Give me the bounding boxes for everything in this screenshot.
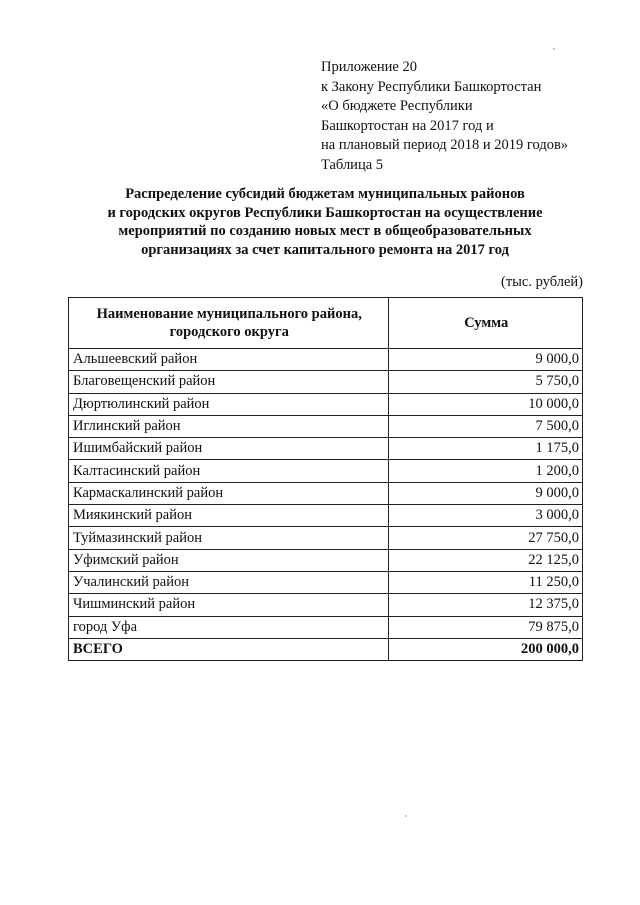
municipality-name: Кармаскалинский район <box>69 482 389 504</box>
municipality-name: Иглинский район <box>69 415 389 437</box>
table-row <box>69 393 583 415</box>
title-line-1: Распределение субсидий бюджетам муниципальных районов <box>125 186 525 202</box>
total-sum: 200 000,0 <box>389 638 583 660</box>
total-row <box>69 638 583 660</box>
title-line-2: и городских округов Республики Башкортостан на осуществление <box>107 204 543 221</box>
table-row <box>69 438 583 460</box>
header-sum: Сумма <box>389 298 583 349</box>
subsidy-table <box>68 297 583 661</box>
subsidy-sum: 10 000,0 <box>389 393 583 415</box>
table-row <box>69 349 583 371</box>
table-row <box>69 505 583 527</box>
header-municipality-line-2: городского округа <box>169 324 289 340</box>
table-row <box>69 527 583 549</box>
municipality-name: город Уфа <box>69 616 389 638</box>
table-header-row <box>69 298 583 349</box>
subsidy-sum: 22 125,0 <box>389 549 583 571</box>
municipality-name: Дюртюлинский район <box>69 393 389 415</box>
table-row <box>69 482 583 504</box>
subsidy-sum: 9 000,0 <box>389 349 583 371</box>
municipality-name: Миякинский район <box>69 505 389 527</box>
appendix-law-title-2: Башкортостан на 2017 год и <box>321 117 494 134</box>
table-number: Таблица 5 <box>321 156 384 173</box>
subsidy-sum: 1 200,0 <box>389 460 583 482</box>
municipality-name: Калтасинский район <box>69 460 389 482</box>
header-municipality-line-1: Наименование муниципального района, <box>96 306 362 322</box>
subsidy-sum: 1 175,0 <box>389 438 583 460</box>
document-title <box>60 185 590 259</box>
total-label: ВСЕГО <box>69 638 389 660</box>
appendix-law-title-3: на плановый период 2018 и 2019 годов» <box>321 137 569 153</box>
table-row <box>69 571 583 593</box>
subsidy-sum: 3 000,0 <box>389 505 583 527</box>
municipality-name: Уфимский район <box>69 549 389 571</box>
appendix-header <box>321 58 568 175</box>
appendix-law-ref: к Закону Республики Башкортостан <box>321 78 542 95</box>
subsidy-sum: 12 375,0 <box>389 594 583 616</box>
municipality-name: Учалинский район <box>69 571 389 593</box>
municipality-name: Благовещенский район <box>69 371 389 393</box>
table-row <box>69 460 583 482</box>
subsidy-sum: 11 250,0 <box>389 571 583 593</box>
municipality-name: Туймазинский район <box>69 527 389 549</box>
appendix-law-title-1: «О бюджете Республики <box>321 98 473 114</box>
subsidy-sum: 27 750,0 <box>389 527 583 549</box>
scan-speck <box>405 815 407 817</box>
header-municipality <box>69 298 389 349</box>
subsidy-sum: 9 000,0 <box>389 482 583 504</box>
table-row <box>69 549 583 571</box>
appendix-number: Приложение 20 <box>321 59 417 75</box>
table-row <box>69 415 583 437</box>
municipality-name: Чишминский район <box>69 594 389 616</box>
title-line-3: мероприятий по созданию новых мест в общеобразовательных <box>118 223 532 239</box>
unit-label: (тыс. рублей) <box>501 274 583 290</box>
subsidy-sum: 5 750,0 <box>389 371 583 393</box>
subsidy-sum: 79 875,0 <box>389 616 583 638</box>
table-row <box>69 594 583 616</box>
table-row <box>69 371 583 393</box>
scan-speck <box>553 48 555 50</box>
municipality-name: Альшеевский район <box>69 349 389 371</box>
municipality-name: Ишимбайский район <box>69 438 389 460</box>
table-row <box>69 616 583 638</box>
title-line-4: организациях за счет капитального ремонта на 2017 год <box>141 241 509 258</box>
subsidy-sum: 7 500,0 <box>389 415 583 437</box>
